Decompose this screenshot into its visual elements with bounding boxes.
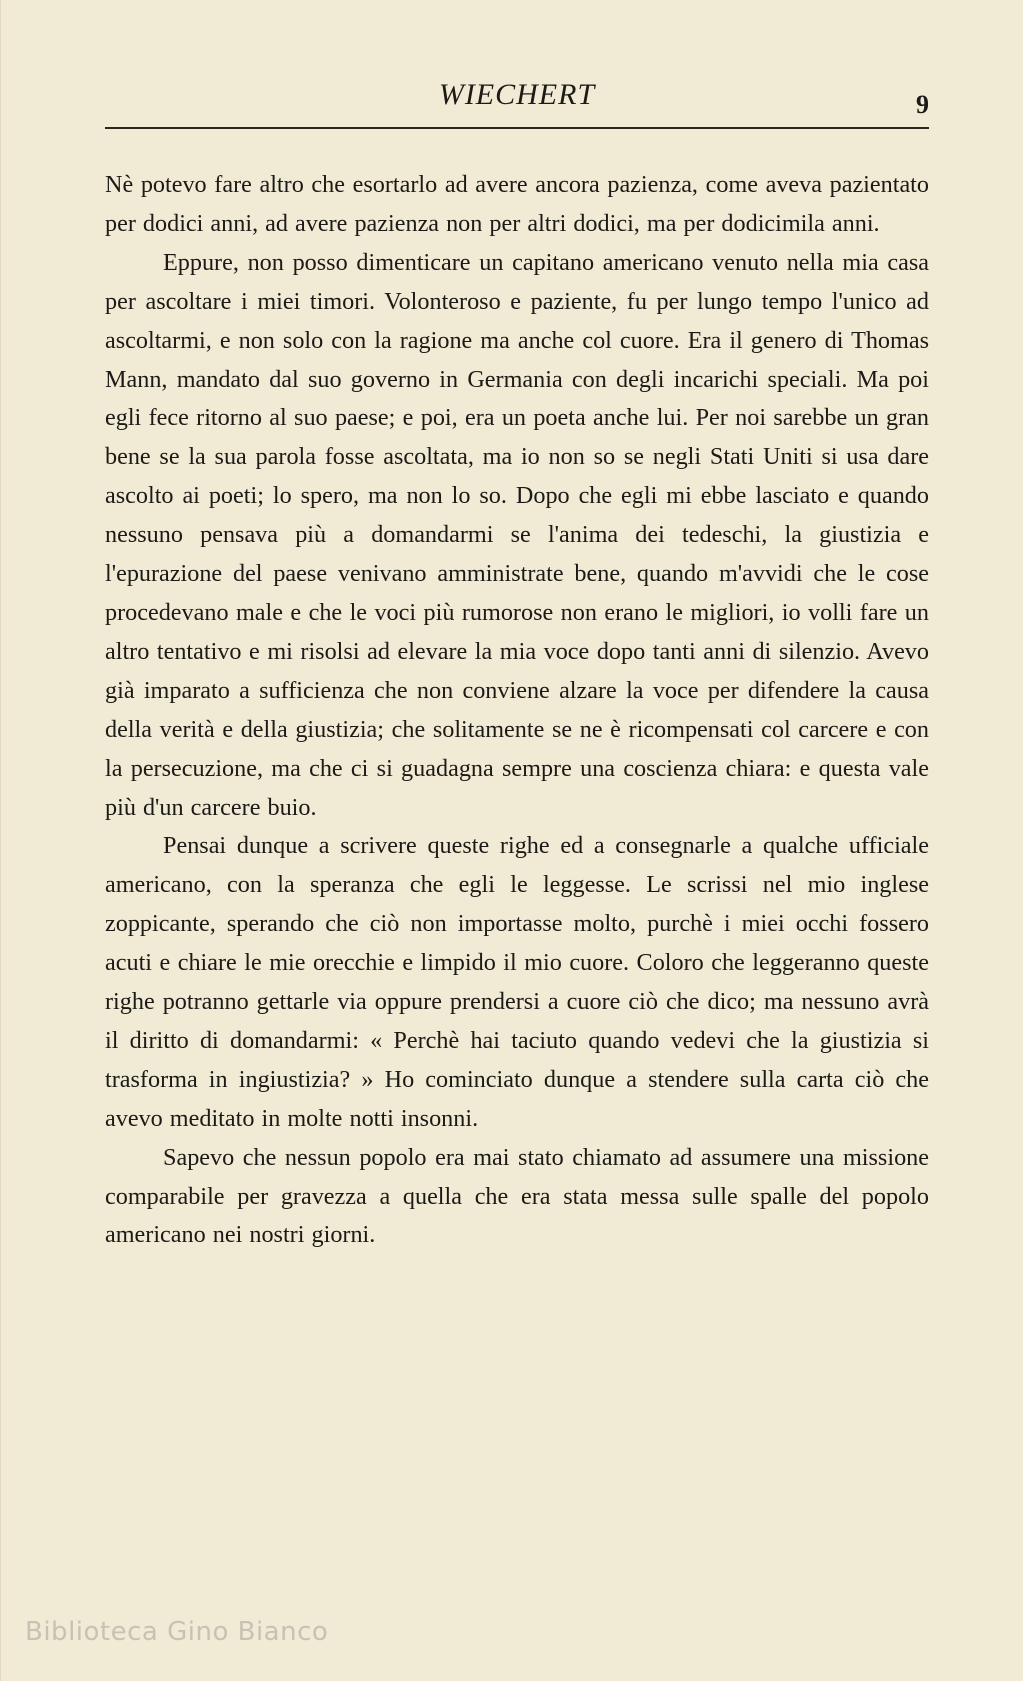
running-title: WIECHERT [438, 78, 596, 111]
paragraph: Eppure, non posso dimenticare un capitano americano venuto nella mia casa per ascoltare i miei timori. Volonteroso e paziente, fu per lungo tempo l'unico ad ascoltarmi, e non solo con la ragione ma anche col cuore. Era il genero di Thomas Mann, mandato dal suo governo in Germania con degli incarichi speciali. Ma poi egli fece ritorno al suo paese; e poi, era un poeta anche lui. Per noi sarebbe un gran bene se la sua parola fosse ascoltata, ma io non so se negli Stati Uniti si usa dare ascolto ai poeti; lo spero, ma non lo so. Dopo che egli mi ebbe lasciato e quando nessuno pensava più a domandarmi se l'anima dei tedeschi, la giustizia e l'epurazione del paese venivano amministrate bene, quando m'avvidi che le cose procedevano male e che le voci più rumorose non erano le migliori, io volli fare un altro tentativo e mi risolsi ad elevare la mia voce dopo tanti anni di silenzio. Avevo già imparato a sufficienza che non conviene alzare la voce per difendere la causa della verità e della giustizia; che solitamente se ne è ricompensati col carcere e con la persecuzione, ma che ci si guadagna sempre una coscienza chiara: e questa vale più d'un carcere buio. [105, 248, 929, 821]
paragraph: Nè potevo fare altro che esortarlo ad avere ancora pazienza, come aveva pazientato per dodici anni, ad avere pazienza non per altri dodici, ma per dodicimila anni. [105, 171, 929, 237]
library-watermark: Biblioteca Gino Bianco [25, 1617, 329, 1647]
page-number: 9 [916, 90, 929, 119]
running-header [105, 78, 929, 128]
body-text [105, 166, 929, 1255]
paragraph: Pensai dunque a scrivere queste righe ed a consegnarle a qualche ufficiale americano, con la speranza che egli le leggesse. Le scrissi nel mio inglese zoppicante, sperando che ciò non importasse molto, purchè i miei occhi fossero acuti e chiare le mie orecchie e limpido il mio cuore. Coloro che leggeranno queste righe potranno gettarle via oppure prendersi a cuore ciò che dico; ma nessuno avrà il diritto di domandarmi: « Perchè hai taciuto quando vedevi che la giustizia si trasforma in ingiustizia? » Ho cominciato dunque a stendere sulla carta ciò che avevo meditato in molte notti insonni. [105, 832, 929, 1132]
header-rule [105, 127, 929, 129]
paragraph: Sapevo che nessun popolo era mai stato chiamato ad assumere una missione comparabile per gravezza a quella che era stata messa sulle spalle del popolo americano nei nostri giorni. [105, 1143, 929, 1249]
